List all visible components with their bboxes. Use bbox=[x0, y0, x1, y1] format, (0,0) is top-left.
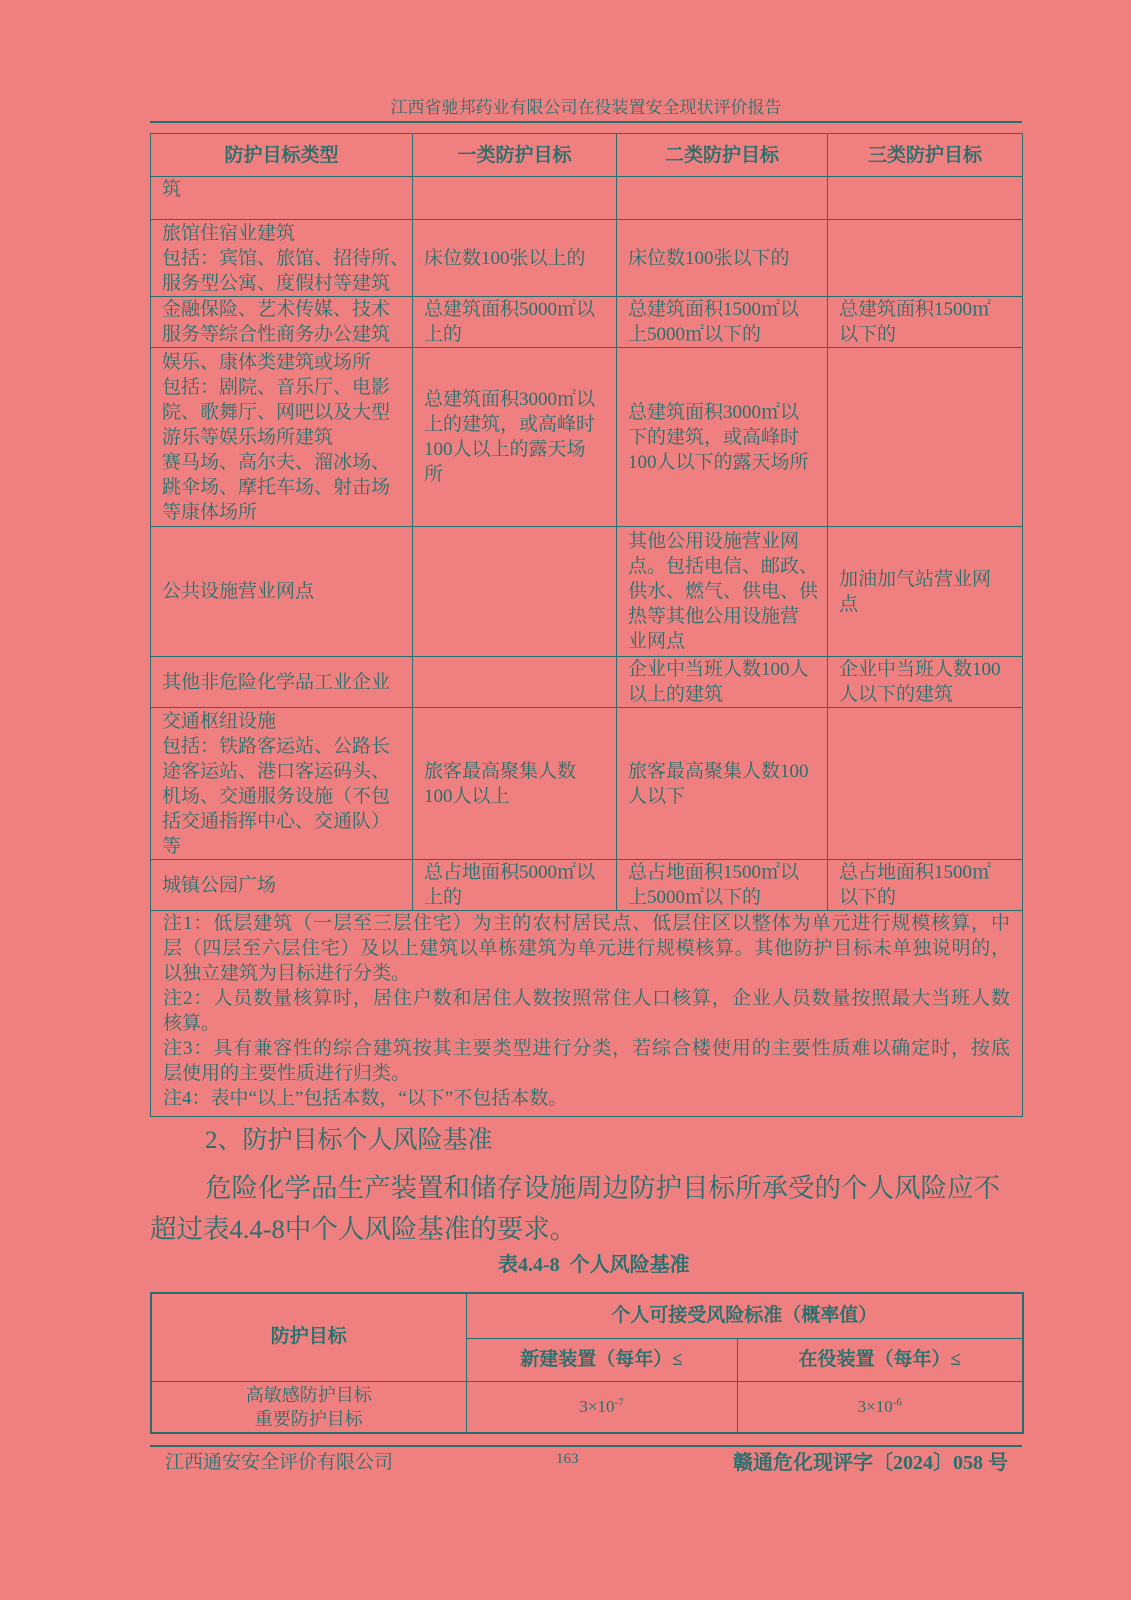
cell-line: 总建筑面积3000㎡以 bbox=[628, 401, 800, 423]
target-type-cell bbox=[151, 860, 413, 911]
cell-line: 金融保险、艺术传媒、技术 bbox=[162, 299, 391, 320]
cell-line: 途客运站、港口客运码头、 bbox=[162, 760, 391, 782]
risk-value-exponent: -7 bbox=[614, 1396, 624, 1409]
cell-line: 公共设施营业网点 bbox=[162, 581, 315, 602]
cell-line: 城镇公园广场 bbox=[162, 874, 277, 896]
cell-line: 服务等综合性商务办公建筑 bbox=[162, 324, 391, 345]
table-row bbox=[151, 708, 1023, 860]
table-caption: 表4.4-8 个人风险基准 bbox=[498, 1254, 690, 1276]
cell-line: 供水、燃气、供电、供 bbox=[628, 581, 819, 602]
class2-cell bbox=[617, 527, 828, 657]
class1-cell bbox=[413, 860, 617, 911]
column-header-new-installation: 新建装置（每年）≤ bbox=[466, 1338, 737, 1381]
class2-cell bbox=[617, 177, 828, 220]
table-row bbox=[151, 177, 1023, 220]
paragraph-line: 危险化学品生产装置和储存设施周边防护目标所承受的个人风险应不 bbox=[205, 1173, 1000, 1203]
cell-line: 企业中当班人数100人 bbox=[628, 659, 809, 680]
individual-risk-criteria-table bbox=[150, 1292, 1024, 1434]
class3-cell bbox=[828, 527, 1023, 657]
cell-line: 其他非危险化学品工业企业 bbox=[162, 671, 391, 693]
cell-line: 人以下的建筑 bbox=[839, 684, 954, 705]
header-rule bbox=[150, 121, 1022, 123]
class1-cell bbox=[413, 527, 617, 657]
cell-line: 总占地面积5000㎡以 bbox=[424, 862, 596, 883]
note-line: 层使用的主要性质进行归类。 bbox=[163, 1063, 411, 1084]
risk-value-exponent: -6 bbox=[892, 1396, 902, 1409]
table-row bbox=[151, 527, 1023, 657]
note-line: 注2：人员数量核算时，居住户数和居住人数按照常住人口核算，企业人员数量按照最大当班人数 bbox=[163, 988, 1010, 1009]
cell-line: 床位数100张以上的 bbox=[424, 247, 586, 269]
cell-line: 游乐等娱乐场所建筑 bbox=[162, 426, 334, 448]
class2-cell bbox=[617, 657, 828, 708]
risk-value-base: 3×10 bbox=[857, 1396, 893, 1416]
target-type-cell bbox=[151, 657, 413, 708]
class1-cell bbox=[413, 220, 617, 297]
note-line: 层（四层至六层住宅）及以上建筑以单栋建筑为单元进行规模核算。其他防护目标未单独说明的， bbox=[163, 938, 1010, 959]
table-row bbox=[151, 657, 1023, 708]
class3-cell bbox=[828, 348, 1023, 527]
class3-cell bbox=[828, 177, 1023, 220]
cell-line: 机场、交通服务设施（不包 bbox=[162, 785, 391, 807]
cell-line: 筑 bbox=[162, 179, 182, 200]
section-heading: 2、防护目标个人风险基准 bbox=[205, 1127, 493, 1154]
cell-line: 点 bbox=[839, 593, 859, 615]
cell-line: 所 bbox=[424, 464, 444, 485]
cell-line: 服务型公寓、度假村等建筑 bbox=[162, 272, 391, 294]
cell-line: 总占地面积1500㎡ bbox=[839, 862, 992, 883]
existing-installation-risk-cell bbox=[737, 1381, 1023, 1433]
target-type-cell bbox=[151, 348, 413, 527]
cell-line: 高敏感防护目标 bbox=[245, 1384, 372, 1405]
cell-line: 总建筑面积5000㎡以 bbox=[424, 299, 596, 320]
class1-cell bbox=[413, 708, 617, 860]
cell-line: 以下的 bbox=[839, 887, 897, 908]
column-header-acceptable-risk: 个人可接受风险标准（概率值） bbox=[466, 1293, 1023, 1338]
target-type-cell bbox=[151, 527, 413, 657]
note-line: 核算。 bbox=[163, 1013, 221, 1034]
column-header-class3: 三类防护目标 bbox=[828, 134, 1023, 177]
cell-line: 以上的建筑 bbox=[628, 684, 724, 705]
class2-cell bbox=[617, 348, 828, 527]
footer-document-number: 赣通危化现评字〔2024〕058 号 bbox=[733, 1452, 1008, 1474]
cell-line: 人以下 bbox=[628, 785, 686, 807]
cell-line: 包括：铁路客运站、公路长 bbox=[162, 735, 391, 757]
note-line: 注3：具有兼容性的综合建筑按其主要类型进行分类，若综合楼使用的主要性质难以确定时，按底 bbox=[163, 1038, 1010, 1059]
cell-line: 包括：宾馆、旅馆、招待所、 bbox=[162, 247, 410, 269]
cell-line: 总占地面积1500㎡以 bbox=[628, 862, 800, 883]
protection-target-classification-table bbox=[150, 133, 1023, 1117]
table-row bbox=[151, 297, 1023, 348]
class3-cell bbox=[828, 708, 1023, 860]
class3-cell bbox=[828, 297, 1023, 348]
cell-line: 总建筑面积3000㎡以 bbox=[424, 389, 596, 410]
cell-line: 热等其他公用设施营 bbox=[628, 606, 800, 627]
footer-rule bbox=[150, 1445, 1022, 1447]
class3-cell bbox=[828, 860, 1023, 911]
cell-line: 院、歌舞厅、网吧以及大型 bbox=[162, 401, 391, 423]
cell-line: 总建筑面积1500㎡ bbox=[839, 299, 992, 320]
column-header-class1: 一类防护目标 bbox=[413, 134, 617, 177]
cell-line: 业网点 bbox=[628, 631, 686, 652]
new-installation-risk-cell bbox=[466, 1381, 737, 1433]
class1-cell bbox=[413, 297, 617, 348]
cell-line: 总建筑面积1500㎡以 bbox=[628, 299, 800, 320]
cell-line: 旅馆住宿业建筑 bbox=[162, 222, 296, 244]
class1-cell bbox=[413, 657, 617, 708]
note-line: 注4：表中“以上”包括本数，“以下”不包括本数。 bbox=[163, 1088, 568, 1109]
target-type-cell bbox=[151, 297, 413, 348]
paragraph-line: 超过表4.4-8中个人风险基准的要求。 bbox=[150, 1214, 577, 1244]
class2-cell bbox=[617, 708, 828, 860]
cell-line: 旅客最高聚集人数 bbox=[424, 760, 577, 782]
cell-line: 交通枢纽设施 bbox=[162, 710, 277, 732]
footer-company: 江西通安安全评价有限公司 bbox=[165, 1452, 394, 1473]
page-number: 163 bbox=[556, 1451, 579, 1467]
target-type-cell bbox=[151, 177, 413, 220]
running-header-title: 江西省驰邦药业有限公司在役装置安全现状评价报告 bbox=[390, 98, 782, 117]
class3-cell bbox=[828, 220, 1023, 297]
cell-line: 等 bbox=[162, 835, 182, 857]
table-row bbox=[151, 220, 1023, 297]
cell-line: 点。包括电信、邮政、 bbox=[628, 556, 819, 577]
column-header-class2: 二类防护目标 bbox=[617, 134, 828, 177]
cell-line: 企业中当班人数100 bbox=[839, 659, 1001, 680]
target-type-cell bbox=[151, 708, 413, 860]
cell-line: 重要防护目标 bbox=[254, 1408, 363, 1429]
cell-line: 其他公用设施营业网 bbox=[628, 531, 800, 552]
cell-line: 括交通指挥中心、交通队） bbox=[162, 810, 391, 832]
class2-cell bbox=[617, 860, 828, 911]
column-header-target-type: 防护目标类型 bbox=[151, 134, 413, 177]
cell-line: 包括：剧院、音乐厅、电影 bbox=[162, 376, 391, 398]
cell-line: 100人以上 bbox=[424, 785, 510, 807]
class3-cell bbox=[828, 657, 1023, 708]
table-row bbox=[151, 860, 1023, 911]
column-header-protection-target: 防护目标 bbox=[151, 1293, 466, 1381]
class2-cell bbox=[617, 297, 828, 348]
cell-line: 100人以下的露天场所 bbox=[628, 451, 809, 473]
table-row bbox=[151, 348, 1023, 527]
cell-line: 等康体场所 bbox=[162, 501, 258, 523]
table-notes-row bbox=[151, 911, 1023, 1117]
cell-line: 上的 bbox=[424, 324, 463, 345]
target-type-cell bbox=[151, 220, 413, 297]
risk-value-base: 3×10 bbox=[579, 1396, 615, 1416]
table-row bbox=[151, 1381, 1023, 1433]
cell-line: 床位数100张以下的 bbox=[628, 247, 790, 269]
table-header-row bbox=[151, 1293, 1023, 1338]
cell-line: 上5000㎡以下的 bbox=[628, 324, 762, 345]
cell-line: 上的建筑，或高峰时 bbox=[424, 414, 596, 435]
cell-line: 旅客最高聚集人数100 bbox=[628, 760, 809, 782]
cell-line: 赛马场、高尔夫、溜冰场、 bbox=[162, 451, 391, 473]
cell-line: 加油加气站营业网 bbox=[839, 568, 992, 590]
class1-cell bbox=[413, 348, 617, 527]
table-header-row bbox=[151, 134, 1023, 177]
cell-line: 上5000㎡以下的 bbox=[628, 887, 762, 908]
cell-line: 娱乐、康体类建筑或场所 bbox=[162, 351, 372, 373]
cell-line: 以下的 bbox=[839, 324, 897, 345]
cell-line: 100人以上的露天场 bbox=[424, 439, 586, 460]
cell-line: 下的建筑，或高峰时 bbox=[628, 426, 800, 448]
class2-cell bbox=[617, 220, 828, 297]
cell-line: 跳伞场、摩托车场、射击场 bbox=[162, 476, 391, 498]
note-line: 注1：低层建筑（一层至三层住宅）为主的农村居民点、低层住区以整体为单元进行规模核算，中 bbox=[163, 913, 1010, 934]
cell-line: 上的 bbox=[424, 887, 463, 908]
protection-target-cell bbox=[151, 1381, 466, 1433]
class1-cell bbox=[413, 177, 617, 220]
table-notes-cell bbox=[151, 911, 1023, 1117]
note-line: 以独立建筑为目标进行分类。 bbox=[163, 963, 411, 984]
column-header-existing-installation: 在役装置（每年）≤ bbox=[737, 1338, 1023, 1381]
